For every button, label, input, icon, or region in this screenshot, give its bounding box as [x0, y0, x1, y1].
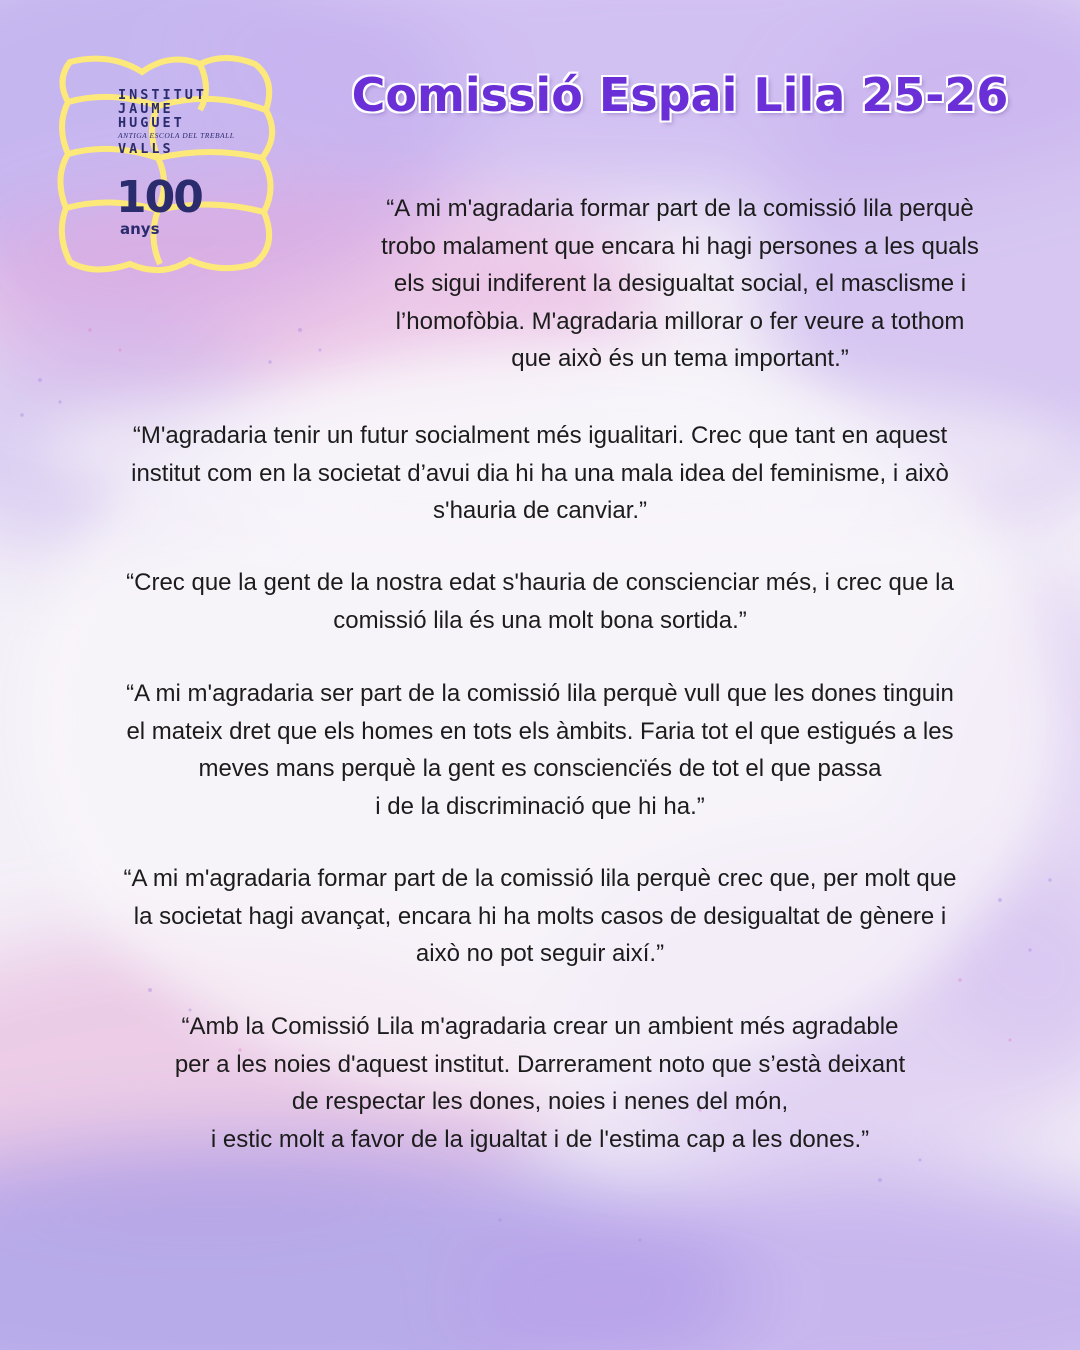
- logo-line-huguet: HUGUET: [118, 115, 185, 131]
- institute-logo: [50, 50, 285, 280]
- logo-anniversary-number: 100: [116, 172, 202, 223]
- logo-text: [118, 88, 234, 156]
- quote-3: “Crec que la gent de la nostra edat s'hauria de conscienciar més, i crec que la comissió lila és una molt bona sortida.”: [126, 569, 954, 634]
- logo-line-institut: INSTITUT: [118, 87, 208, 103]
- quote-6: “Amb la Comissió Lila m'agradaria crear un ambient més agradable per a les noies d'aquest institut. Darrerament noto que s’està deixant de respectar les dones, noies i nenes del món, i estic molt a favor de la igualtat i de l'estima cap a les dones.”: [174, 1013, 906, 1153]
- quote-4: “A mi m'agradaria ser part de la comissió lila perquè vull que les dones tinguin el mateix dret que els homes en tots els àmbits. Faria tot el que estigués a les meves mans perquè la gent es consciencïés de tot el que passa i de la discriminació que hi ha.”: [126, 680, 954, 820]
- logo-line-jaume: JAUME: [118, 101, 174, 117]
- quote-5: “A mi m'agradaria formar part de la comissió lila perquè crec que, per molt que la societat hagi avançat, encara hi ha molts casos de desigualtat de gènere i això no pot seguir així.”: [123, 865, 957, 967]
- logo-subtitle: ANTIGA ESCOLA DEL TREBALL: [118, 131, 235, 140]
- page-title: Comissió Espai Lila 25-26: [351, 68, 1009, 122]
- logo-city: VALLS: [118, 141, 174, 157]
- logo-anniversary-word: anys: [120, 220, 160, 238]
- quote-1: “A mi m'agradaria formar part de la comissió lila perquè trobo malament que encara hi hagi persones a les quals els sigui indiferent la desigualtat social, el masclisme i l’homofòbia. M'agradaria millorar o fer veure a tothom que això és un tema important.”: [381, 195, 979, 372]
- quote-2: “M'agradaria tenir un futur socialment més igualitari. Crec que tant en aquest institut com en la societat d’avui dia hi ha una mala idea del feminisme, i això s'hauria de canviar.”: [131, 422, 949, 524]
